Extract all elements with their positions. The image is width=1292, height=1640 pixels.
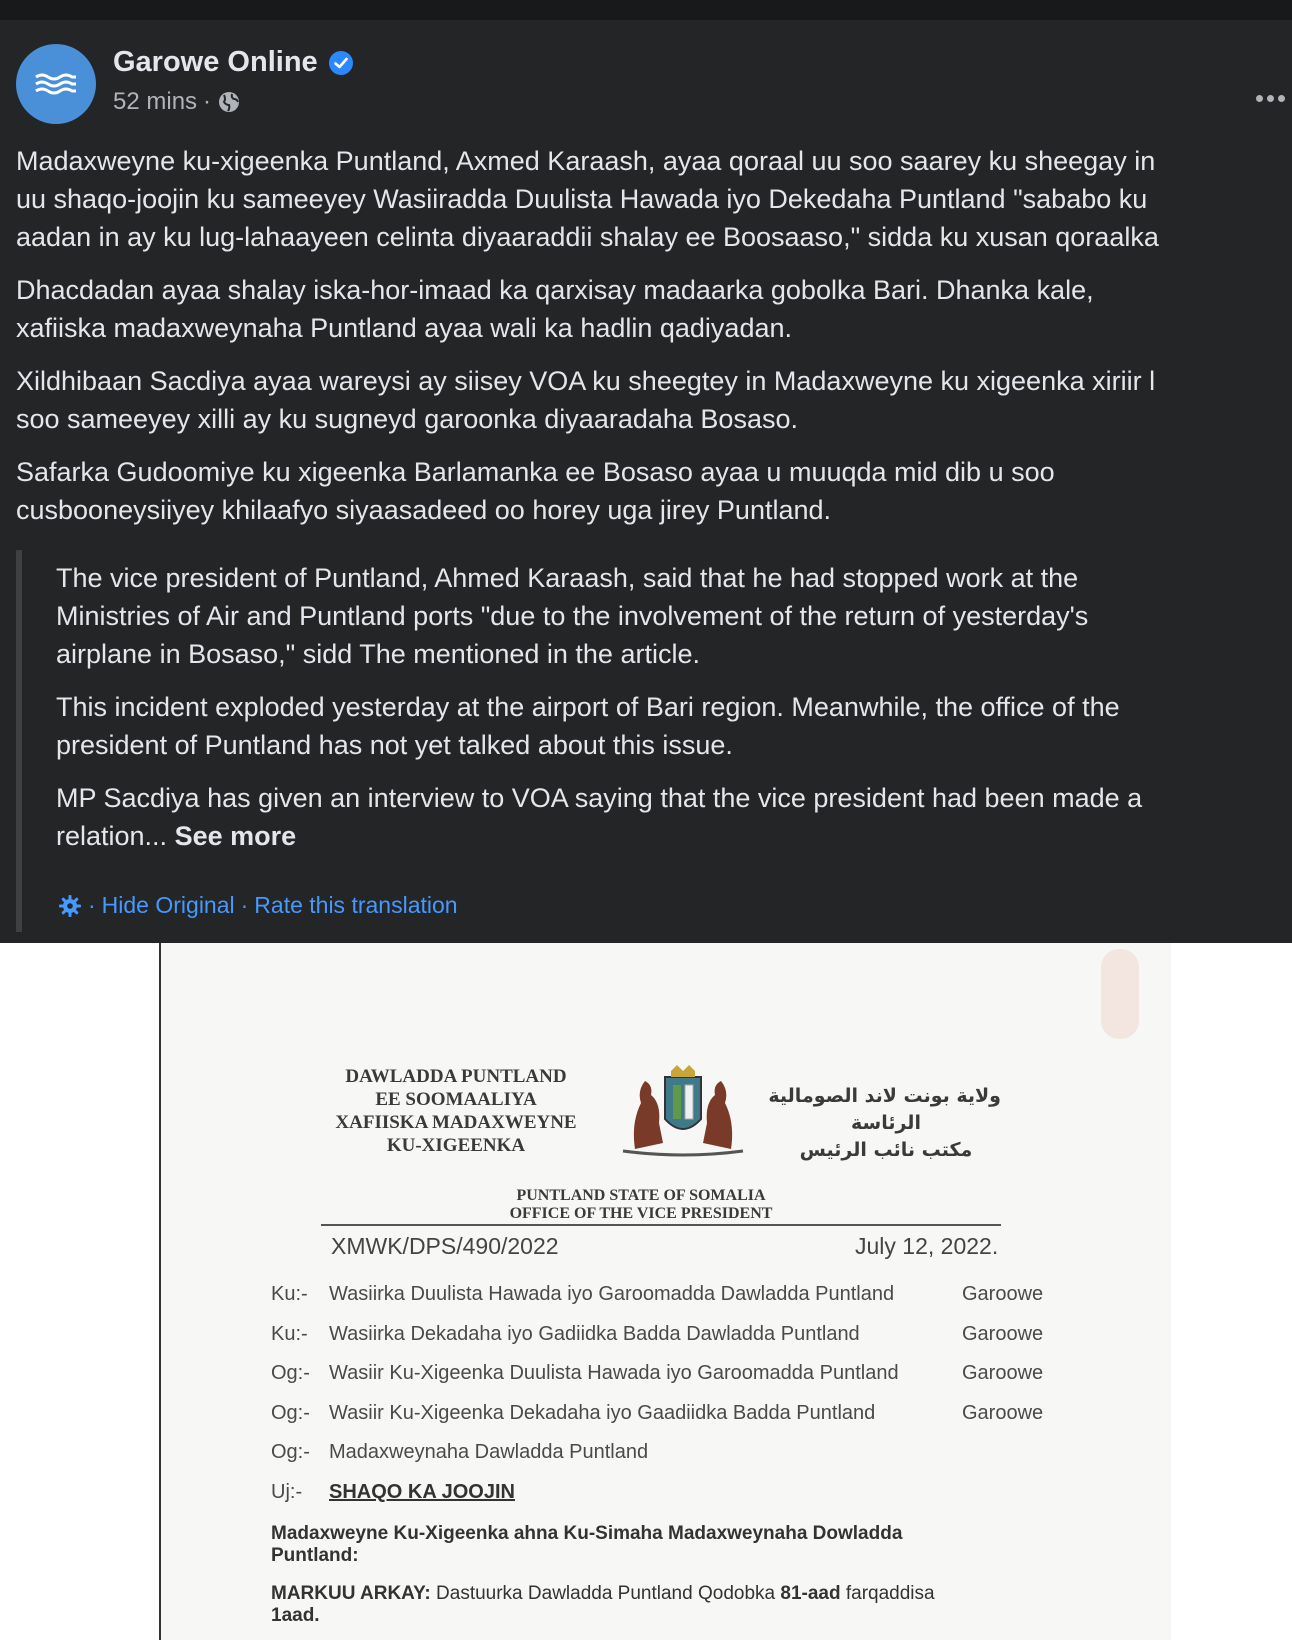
globe-icon[interactable] xyxy=(217,90,241,114)
subject-title: SHAQO KA JOOJIN xyxy=(329,1480,515,1503)
recipient-row: Ku:- Wasiirka Dekadaha iyo Gadiidka Badda Dawladda Puntland Garoowe xyxy=(271,1322,1044,1345)
translation-paragraph: This incident exploded yesterday at the airport of Bari region. Meanwhile, the office of the president of Puntland has not yet talked about this issue. xyxy=(56,692,1120,760)
header-divider xyxy=(321,1224,1001,1226)
post-image[interactable] xyxy=(0,943,1292,1640)
waves-logo-icon xyxy=(34,71,78,97)
letterhead-arabic: ولاية بونت لاند الصومالية الرئاسة مكتب نائب الرئيس xyxy=(768,1085,1001,1161)
more-options-button[interactable] xyxy=(1256,78,1292,118)
page-name-label[interactable]: Garowe Online xyxy=(113,46,318,78)
verified-badge-icon xyxy=(328,50,354,76)
hide-original-link[interactable]: Hide Original xyxy=(101,892,235,918)
subject-row: Uj:- SHAQO KA JOOJIN xyxy=(271,1480,515,1503)
post-paragraph: Dhacdadan ayaa shalay iska-hor-imaad ka qarxisay madaarka gobolka Bari. Dhanka kale, xafiiska madaxweynaha Puntland ayaa wali ka hadlin qadiyadan. xyxy=(16,275,1094,343)
letter-clause: MARKUU ARKAY: Dastuurka Dawladda Puntland Qodobka 81-aad farqaddisa 1aad. xyxy=(271,1583,935,1626)
page-name[interactable] xyxy=(113,46,354,79)
dot-icon xyxy=(1267,95,1274,102)
stamp-smudge xyxy=(1101,949,1139,1039)
link-separator: · xyxy=(88,892,96,918)
see-more-link[interactable]: See more xyxy=(174,821,297,851)
letterhead-english: PUNTLAND STATE OF SOMALIA OFFICE OF THE VICE PRESIDENT xyxy=(509,1187,773,1222)
recipient-list xyxy=(271,1283,1151,1520)
post-paragraph: Xildhibaan Sacdiya ayaa wareysi ay siisey VOA ku sheegtey in Madaxweyne ku xigeenka xiriir l soo sameeyey xilli ay ku sugneyd garoonka diyaaradaha Bosaso. xyxy=(16,366,1156,434)
coat-of-arms-icon xyxy=(613,1063,753,1159)
recipient-row: Og:- Madaxweynaha Dawladda Puntland xyxy=(271,1441,649,1463)
recipient-row: Og:- Wasiir Ku-Xigeenka Dekadaha iyo Gaadiidka Badda Puntland Garoowe xyxy=(271,1401,1044,1424)
letter-opening: Madaxweyne Ku-Xigeenka ahna Ku-Simaha Madaxweynaha Dowladda Puntland: xyxy=(271,1523,903,1566)
page-avatar[interactable] xyxy=(16,44,96,124)
post-meta xyxy=(113,88,241,116)
rate-translation-link[interactable]: Rate this translation xyxy=(254,892,458,918)
facebook-post xyxy=(0,20,1292,943)
recipient-row: Ku:- Wasiirka Duulista Hawada iyo Garoomadda Dawladda Puntland Garoowe xyxy=(271,1283,1044,1305)
gear-icon[interactable] xyxy=(58,894,82,918)
dot-icon xyxy=(1256,95,1263,102)
translation-paragraph: MP Sacdiya has given an interview to VOA saying that the vice president had been made a relation... See more xyxy=(56,783,1143,851)
letterhead-somali: DAWLADDA PUNTLAND EE SOOMAALIYA XAFIISKA MADAXWEYNE KU-XIGEENKA xyxy=(335,1066,577,1156)
translation-links xyxy=(58,892,458,919)
post-paragraph: Safarka Gudoomiye ku xigeenka Barlamanka ee Bosaso ayaa u muuqda mid dib u soo cusbooneysiiyey khilaafyo siyaasadeed oo horey uga jirey Puntland. xyxy=(16,457,1055,525)
post-paragraph: Madaxweyne ku-xigeenka Puntland, Axmed Karaash, ayaa qoraal uu soo saarey ku sheegay in uu shaqo-joojin ku sameeyey Wasiiradda Duulista Hawada iyo Dekedaha Puntland "sababo ku aadan in ay ku lug-lahaayeen celinta diyaaraddii shalay ee Boosaaso," sidda ku xusan qoraalka xyxy=(16,146,1159,252)
post-time[interactable]: 52 mins xyxy=(113,88,198,115)
letter-document xyxy=(159,943,1171,1640)
post-text xyxy=(16,142,1292,544)
dot-icon xyxy=(1278,95,1285,102)
reference-number: XMWK/DPS/490/2022 xyxy=(331,1233,559,1259)
translation-block xyxy=(16,550,1292,932)
letter-date: July 12, 2022. xyxy=(855,1233,999,1259)
recipient-row: Og:- Wasiir Ku-Xigeenka Duulista Hawada iyo Garoomadda Puntland Garoowe xyxy=(271,1362,1044,1384)
meta-separator: · xyxy=(203,88,212,115)
link-separator: · xyxy=(240,892,249,918)
top-bar xyxy=(0,0,1292,20)
translation-paragraph: The vice president of Puntland, Ahmed Karaash, said that he had stopped work at the Ministries of Air and Puntland ports "due to the involvement of the return of yesterday's airplane in Bosaso," sidd The mentioned in the article. xyxy=(56,563,1089,669)
